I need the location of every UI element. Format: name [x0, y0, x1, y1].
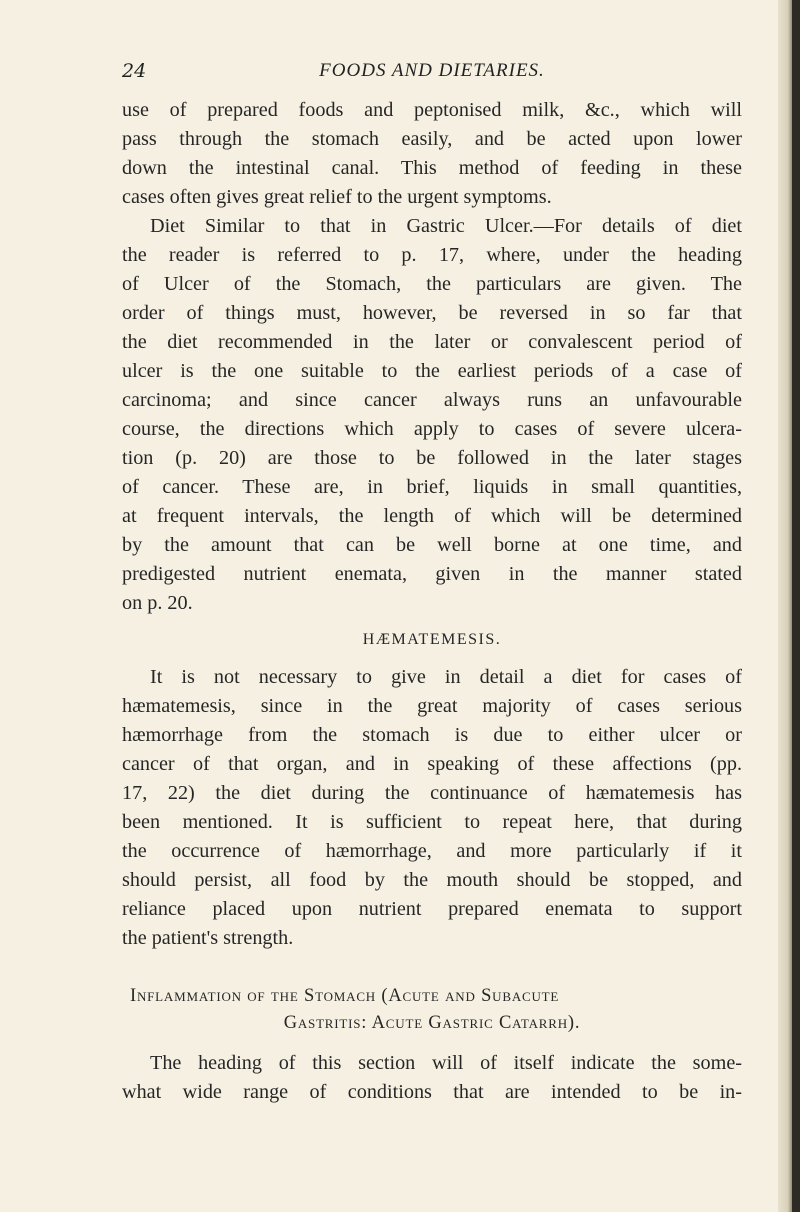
- text-line: tion (p. 20) are those to be followed in the later stages: [122, 447, 742, 469]
- paragraph-1: [122, 96, 742, 212]
- text-line: of Ulcer of the Stomach, the particulars are given. The: [122, 273, 742, 295]
- paragraph-3: [122, 663, 742, 953]
- text-line: by the amount that can be well borne at one time, and: [122, 534, 742, 556]
- text-line: reliance placed upon nutrient prepared enemata to support: [122, 898, 742, 920]
- text-line: Diet Similar to that in Gastric Ulcer.—For details of diet: [150, 215, 742, 237]
- sub-heading-line: Inflammation of the Stomach (Acute and Subacute: [130, 986, 560, 1006]
- sub-heading-gastritis: [122, 983, 742, 1037]
- text-line: of cancer. These are, in brief, liquids in small quantities,: [122, 476, 742, 498]
- text-line: the occurrence of hæmorrhage, and more particularly if it: [122, 840, 742, 862]
- running-title: FOODS AND DIETARIES.: [319, 60, 545, 81]
- text-line: order of things must, however, be reversed in so far that: [122, 302, 742, 324]
- text-line: The heading of this section will of itself indicate the some-: [150, 1052, 742, 1074]
- text-line: 17, 22) the diet during the continuance of hæmatemesis has: [122, 782, 742, 804]
- text-line: hæmorrhage from the stomach is due to either ulcer or: [122, 724, 742, 746]
- page-number: 24: [122, 60, 147, 82]
- text-line: at frequent intervals, the length of which will be determined: [122, 505, 742, 527]
- page-header: [122, 60, 742, 86]
- text-line: the reader is referred to p. 17, where, under the heading: [122, 244, 742, 266]
- sub-heading-line: Gastritis: Acute Gastric Catarrh).: [283, 1013, 581, 1033]
- paragraph-4: [122, 1049, 742, 1107]
- text-line: cases often gives great relief to the urgent symptoms.: [122, 186, 552, 208]
- text-line: carcinoma; and since cancer always runs an unfavourable: [122, 389, 742, 411]
- text-line: pass through the stomach easily, and be acted upon lower: [122, 128, 742, 150]
- page-body: [122, 96, 742, 1107]
- text-line: on p. 20.: [122, 592, 193, 614]
- paragraph-2: [122, 212, 742, 618]
- text-line: cancer of that organ, and in speaking of these affections (pp.: [122, 753, 742, 775]
- text-line: ulcer is the one suitable to the earliest periods of a case of: [122, 360, 742, 382]
- text-line: course, the directions which apply to cases of severe ulcera-: [122, 418, 742, 440]
- text-line: down the intestinal canal. This method of feeding in these: [122, 157, 742, 179]
- text-line: use of prepared foods and peptonised milk, &c., which will: [122, 99, 742, 121]
- text-line: the diet recommended in the later or convalescent period of: [122, 331, 742, 353]
- text-line: It is not necessary to give in detail a diet for cases of: [150, 666, 742, 688]
- section-heading-haematemesis: HÆMATEMESIS.: [362, 631, 502, 648]
- text-line: the patient's strength.: [122, 927, 294, 949]
- text-line: predigested nutrient enemata, given in the manner stated: [122, 563, 742, 585]
- text-line: should persist, all food by the mouth should be stopped, and: [122, 869, 742, 891]
- text-line: been mentioned. It is sufficient to repeat here, that during: [122, 811, 742, 833]
- text-line: hæmatemesis, since in the great majority of cases serious: [122, 695, 742, 717]
- text-line: what wide range of conditions that are intended to be in-: [122, 1081, 742, 1103]
- page-edge-dark: [792, 0, 800, 1212]
